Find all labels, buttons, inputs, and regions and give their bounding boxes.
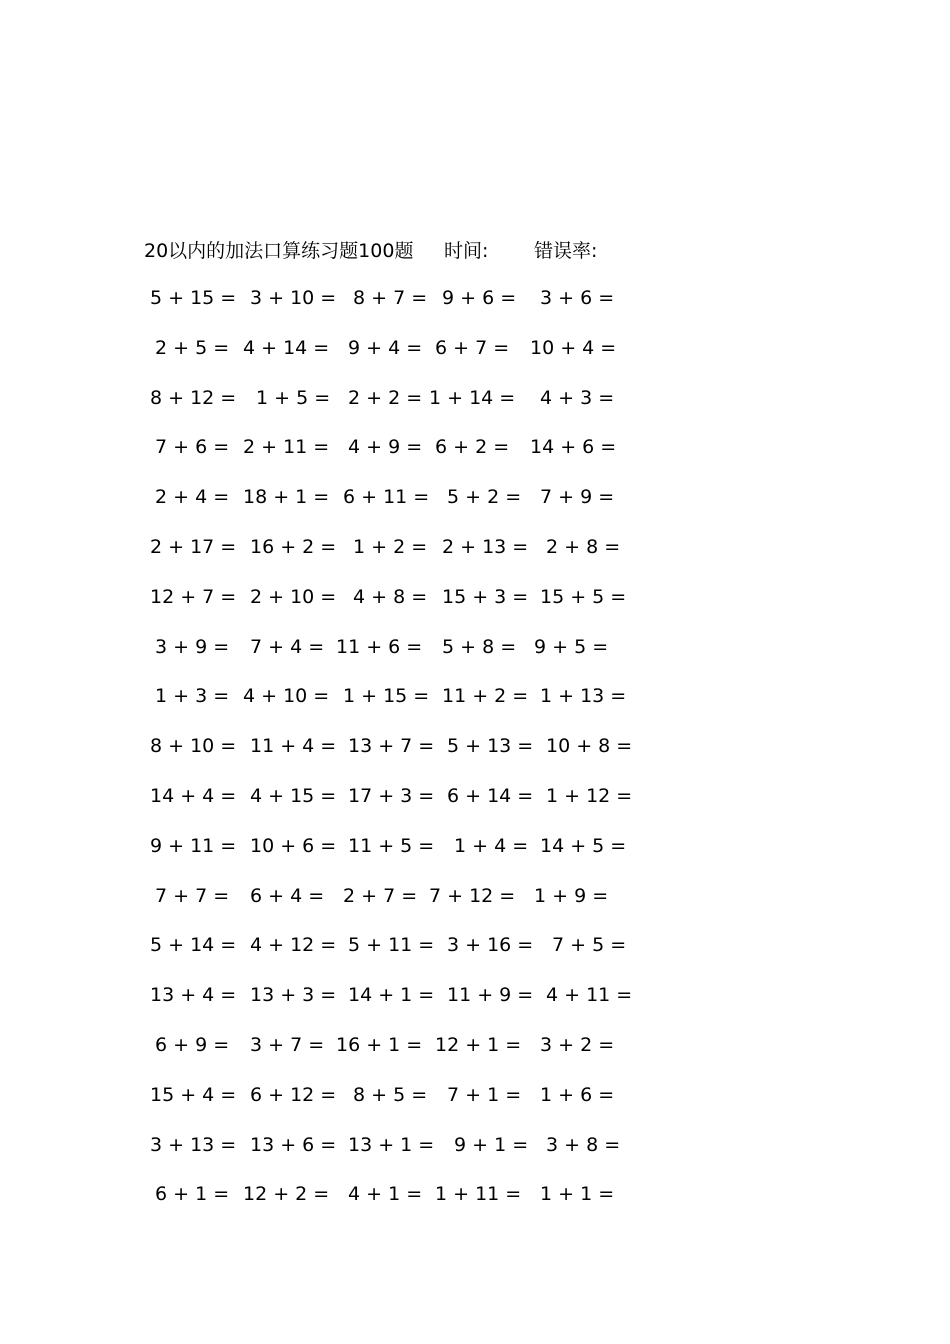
problem-item: 7 + 9 = xyxy=(540,486,615,509)
problem-item: 9 + 4 = xyxy=(348,336,423,359)
problem-item: 3 + 8 = xyxy=(546,1133,621,1156)
problem-item: 1 + 12 = xyxy=(546,784,633,807)
problem-item: 4 + 10 = xyxy=(243,685,330,708)
worksheet-title: 20以内的加法口算练习题100题 xyxy=(144,240,414,262)
problem-item: 1 + 9 = xyxy=(534,884,609,907)
problem-item: 5 + 15 = xyxy=(150,287,237,309)
problem-item: 13 + 1 = xyxy=(348,1133,435,1156)
problem-item: 10 + 4 = xyxy=(530,336,617,359)
problem-item: 6 + 7 = xyxy=(435,336,510,359)
problem-item: 3 + 2 = xyxy=(540,1033,615,1056)
problem-item: 2 + 13 = xyxy=(442,535,529,558)
problem-item: 13 + 4 = xyxy=(150,984,237,1007)
problem-item: 11 + 4 = xyxy=(250,735,337,758)
problem-row xyxy=(150,931,630,981)
problem-row xyxy=(150,433,630,483)
problem-item: 15 + 3 = xyxy=(442,585,529,608)
problem-item: 7 + 5 = xyxy=(552,934,627,957)
problem-item: 5 + 2 = xyxy=(447,486,522,509)
error-rate-label: 错误率: xyxy=(534,240,598,262)
problem-item: 13 + 7 = xyxy=(348,735,435,758)
problem-item: 5 + 11 = xyxy=(348,934,435,957)
problem-item: 4 + 12 = xyxy=(250,934,337,957)
problem-row xyxy=(150,633,630,683)
problem-item: 2 + 17 = xyxy=(150,535,237,558)
problem-item: 1 + 15 = xyxy=(343,685,430,708)
problem-item: 8 + 12 = xyxy=(150,386,237,409)
problem-item: 12 + 7 = xyxy=(150,585,237,608)
problem-item: 17 + 3 = xyxy=(348,784,435,807)
problem-item: 12 + 2 = xyxy=(243,1183,330,1206)
problem-item: 2 + 4 = xyxy=(155,486,230,509)
problem-row xyxy=(150,682,630,732)
problem-item: 1 + 3 = xyxy=(155,685,230,708)
problem-item: 8 + 7 = xyxy=(353,287,428,309)
problem-item: 13 + 3 = xyxy=(250,984,337,1007)
problem-item: 7 + 6 = xyxy=(155,436,230,459)
problem-row xyxy=(150,334,630,384)
problem-item: 2 + 11 = xyxy=(243,436,330,459)
problem-item: 3 + 10 = xyxy=(250,287,337,309)
problem-item: 6 + 2 = xyxy=(435,436,510,459)
problem-item: 3 + 6 = xyxy=(540,287,615,309)
problem-row xyxy=(150,384,630,434)
problem-item: 16 + 1 = xyxy=(336,1033,423,1056)
problem-item: 3 + 16 = xyxy=(447,934,534,957)
problem-row xyxy=(150,981,633,1031)
problem-row xyxy=(150,1180,630,1230)
problem-item: 1 + 11 = xyxy=(435,1183,522,1206)
problem-item: 2 + 8 = xyxy=(546,535,621,558)
worksheet-header xyxy=(144,236,598,264)
problem-item: 11 + 2 = xyxy=(442,685,529,708)
problem-item: 2 + 10 = xyxy=(250,585,337,608)
problem-item: 1 + 1 = xyxy=(540,1183,615,1206)
problem-item: 6 + 9 = xyxy=(155,1033,230,1056)
problem-item: 14 + 5 = xyxy=(540,834,627,857)
problem-item: 6 + 4 = xyxy=(250,884,325,907)
problem-item: 18 + 1 = xyxy=(243,486,330,509)
problem-item: 5 + 14 = xyxy=(150,934,237,957)
problem-row xyxy=(150,483,630,533)
problem-row xyxy=(150,583,630,633)
problem-item: 13 + 6 = xyxy=(250,1133,337,1156)
problem-item: 6 + 12 = xyxy=(250,1083,337,1106)
problem-row xyxy=(150,284,630,334)
problem-item: 10 + 6 = xyxy=(250,834,337,857)
problem-item: 16 + 2 = xyxy=(250,535,337,558)
problem-item: 7 + 1 = xyxy=(447,1083,522,1106)
problem-item: 1 + 5 = xyxy=(256,386,331,409)
problem-row xyxy=(150,1031,630,1081)
problem-item: 2 + 5 = xyxy=(155,336,230,359)
time-label: 时间: xyxy=(444,240,489,262)
problem-item: 9 + 11 = xyxy=(150,834,237,857)
problem-item: 2 + 2 = xyxy=(348,386,423,409)
problem-item: 1 + 14 = xyxy=(429,386,516,409)
problem-item: 1 + 6 = xyxy=(540,1083,615,1106)
problem-row xyxy=(150,732,633,782)
problem-item: 8 + 10 = xyxy=(150,735,237,758)
problem-item: 11 + 6 = xyxy=(336,635,423,658)
problem-item: 4 + 15 = xyxy=(250,784,337,807)
problem-row xyxy=(150,832,630,882)
problem-item: 3 + 7 = xyxy=(250,1033,325,1056)
problem-item: 4 + 8 = xyxy=(353,585,428,608)
problem-item: 4 + 11 = xyxy=(546,984,633,1007)
problem-row xyxy=(150,882,630,932)
problem-item: 7 + 7 = xyxy=(155,884,230,907)
problem-item: 4 + 9 = xyxy=(348,436,423,459)
problem-grid xyxy=(150,284,633,1230)
problem-row xyxy=(150,782,633,832)
problem-row xyxy=(150,533,630,583)
problem-item: 15 + 4 = xyxy=(150,1083,237,1106)
problem-item: 9 + 1 = xyxy=(454,1133,529,1156)
problem-item: 1 + 2 = xyxy=(353,535,428,558)
problem-item: 7 + 4 = xyxy=(250,635,325,658)
problem-item: 6 + 14 = xyxy=(447,784,534,807)
problem-item: 12 + 1 = xyxy=(435,1033,522,1056)
problem-item: 4 + 14 = xyxy=(243,336,330,359)
problem-item: 1 + 4 = xyxy=(454,834,529,857)
problem-item: 11 + 9 = xyxy=(447,984,534,1007)
problem-row xyxy=(150,1081,630,1131)
problem-item: 3 + 13 = xyxy=(150,1133,237,1156)
problem-item: 7 + 12 = xyxy=(429,884,516,907)
problem-row xyxy=(150,1131,630,1181)
problem-item: 5 + 13 = xyxy=(447,735,534,758)
problem-item: 14 + 1 = xyxy=(348,984,435,1007)
problem-item: 8 + 5 = xyxy=(353,1083,428,1106)
problem-item: 5 + 8 = xyxy=(442,635,517,658)
problem-item: 6 + 11 = xyxy=(343,486,430,509)
problem-item: 3 + 9 = xyxy=(155,635,230,658)
problem-item: 2 + 7 = xyxy=(343,884,418,907)
problem-item: 14 + 6 = xyxy=(530,436,617,459)
problem-item: 9 + 6 = xyxy=(442,287,517,309)
problem-item: 11 + 5 = xyxy=(348,834,435,857)
problem-item: 15 + 5 = xyxy=(540,585,627,608)
problem-item: 6 + 1 = xyxy=(155,1183,230,1206)
problem-item: 1 + 13 = xyxy=(540,685,627,708)
problem-item: 14 + 4 = xyxy=(150,784,237,807)
problem-item: 10 + 8 = xyxy=(546,735,633,758)
problem-item: 9 + 5 = xyxy=(534,635,609,658)
problem-item: 4 + 1 = xyxy=(348,1183,423,1206)
problem-item: 4 + 3 = xyxy=(540,386,615,409)
